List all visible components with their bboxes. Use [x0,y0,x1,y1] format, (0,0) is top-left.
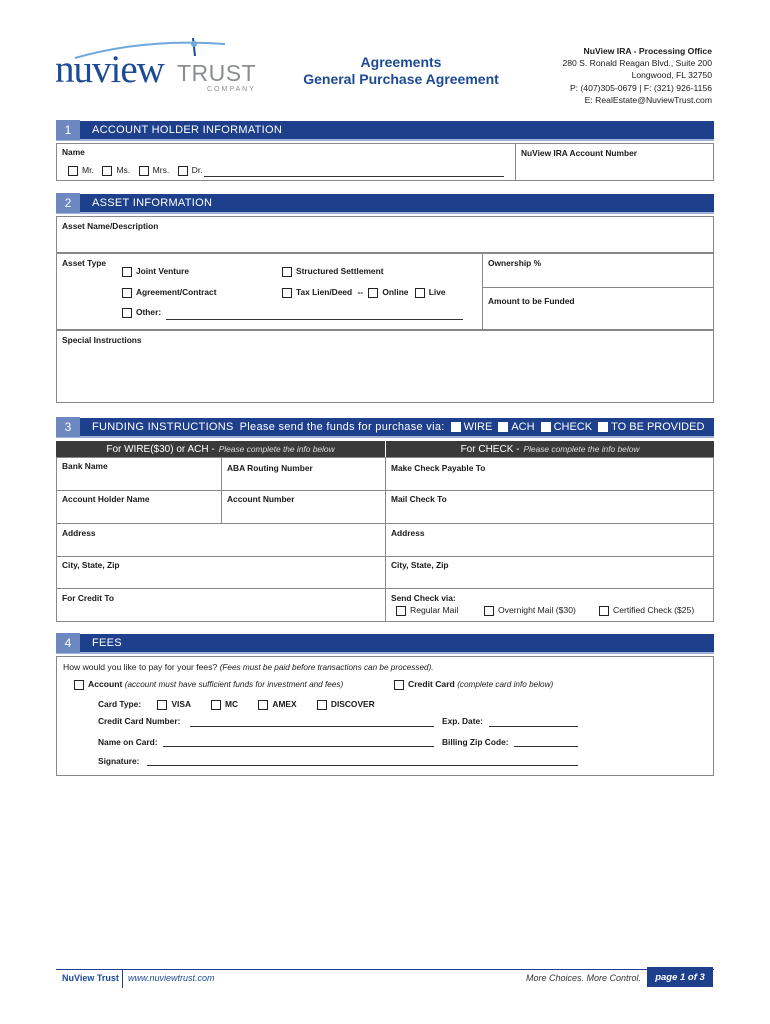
fees-account-option[interactable]: Account (account must have sufficient funds for investment and fees) [74,679,343,690]
other-option[interactable]: Other: [122,307,161,318]
exp-date-label: Exp. Date: [442,716,483,726]
ach-checkbox[interactable] [498,422,508,432]
account-number-field-label: Account Number [227,494,295,504]
special-instructions-label: Special Instructions [62,335,142,345]
amount-label: Amount to be Funded [488,296,575,306]
cc-number-field[interactable] [190,726,434,727]
joint-venture-option[interactable]: Joint Venture [122,266,189,277]
other-checkbox[interactable] [122,308,132,318]
card-type-row: Card Type: VISA MC AMEX DISCOVER [98,699,375,709]
office-email: E: RealEstate@NuviewTrust.com [584,94,712,105]
ach-option[interactable]: ACH [498,421,534,433]
aba-label: ABA Routing Number [227,463,313,473]
fees-credit-option[interactable]: Credit Card (complete card info below) [394,679,553,690]
fees-question: How would you like to pay for your fees? (Fees must be paid before transactions can be processed). [63,662,434,672]
section2-number: 2 [56,193,80,213]
name-on-card-field[interactable] [163,746,434,747]
overnight-mail-option[interactable]: Overnight Mail ($30) [484,605,576,616]
signature-field[interactable] [147,765,578,766]
exp-date-field[interactable] [489,726,578,727]
regular-mail-option[interactable]: Regular Mail [396,605,458,616]
wire-checkbox[interactable] [451,422,461,432]
mr-checkbox[interactable] [68,166,78,176]
office-info [562,45,712,106]
office-phone: P: (407)305-0679 | F: (321) 926-1156 [569,82,712,93]
check-city-label: City, State, Zip [391,560,449,570]
mail-check-label: Mail Check To [391,494,447,504]
section4-title: FEES [92,637,122,649]
section3-title: FUNDING INSTRUCTIONS Please send the funds for purchase via: [92,421,445,433]
check-option[interactable]: CHECK [541,421,593,433]
section1-title: ACCOUNT HOLDER INFORMATION [92,124,283,136]
name-label: Name [62,147,85,157]
logo-trust: TRUST [177,60,257,86]
check-subheader: For CHECK - Please complete the info below [386,441,714,457]
wire-address-label: Address [62,528,96,538]
overnight-mail-checkbox[interactable] [484,606,494,616]
visa-checkbox[interactable] [157,700,167,710]
title-line1: Agreements [360,54,442,70]
wire-subheader: For WIRE($30) or ACH - Please complete the info below [56,441,385,457]
discover-checkbox[interactable] [317,700,327,710]
wire-city-label: City, State, Zip [62,560,120,570]
name-on-card-label: Name on Card: [98,737,158,747]
section1-header [56,121,714,141]
fees-account-checkbox[interactable] [74,680,84,690]
footer-tagline: More Choices. More Control. [526,973,642,983]
section3-header [56,418,714,438]
ownership-label: Ownership % [488,258,542,268]
online-checkbox[interactable] [368,288,378,298]
billing-zip-label: Billing Zip Code: [442,737,509,747]
asset-name-label: Asset Name/Description [62,221,159,231]
footer-brand: NuView Trust [62,973,119,983]
document-title [290,54,512,88]
agreement-contract-option[interactable]: Agreement/Contract [122,287,217,298]
tax-lien-checkbox[interactable] [282,288,292,298]
account-holder-label: Account Holder Name [62,494,150,504]
office-address2: Longwood, FL 32750 [631,70,712,81]
payable-label: Make Check Payable To [391,463,486,473]
fees-credit-checkbox[interactable] [394,680,404,690]
asset-type-label: Asset Type [62,258,107,268]
dr-checkbox[interactable] [178,166,188,176]
to-be-provided-option[interactable]: TO BE PROVIDED [598,421,704,433]
special-instructions-box[interactable] [56,330,714,403]
bank-name-label: Bank Name [62,461,108,471]
structured-settlement-checkbox[interactable] [282,267,292,277]
cc-number-label: Credit Card Number: [98,716,181,726]
section3-number: 3 [56,417,80,437]
name-field[interactable] [204,176,504,177]
section4-header [56,634,714,654]
to-be-provided-checkbox[interactable] [598,422,608,432]
office-name: NuView IRA - Processing Office [583,46,712,56]
logo-company: COMPANY [207,86,256,93]
ms-checkbox[interactable] [102,166,112,176]
section2-title: ASSET INFORMATION [92,197,213,209]
section2-header [56,194,714,214]
mc-checkbox[interactable] [211,700,221,710]
agreement-contract-checkbox[interactable] [122,288,132,298]
office-address1: 280 S. Ronald Reagan Blvd., Suite 200 [562,58,712,69]
footer-divider [56,969,714,970]
check-checkbox[interactable] [541,422,551,432]
signature-label: Signature: [98,756,140,766]
billing-zip-field[interactable] [514,746,578,747]
tax-lien-option[interactable]: Tax Lien/Deed -- Online Live [282,287,446,298]
page-number: page 1 of 3 [647,967,713,987]
mrs-checkbox[interactable] [139,166,149,176]
live-checkbox[interactable] [415,288,425,298]
amex-checkbox[interactable] [258,700,268,710]
check-address-label: Address [391,528,425,538]
section1-number: 1 [56,120,80,140]
certified-check-checkbox[interactable] [599,606,609,616]
send-via-label: Send Check via: [391,593,456,603]
account-number-label: NuView IRA Account Number [521,148,638,158]
certified-check-option[interactable]: Certified Check ($25) [599,605,694,616]
title-line2: General Purchase Agreement [303,71,499,87]
regular-mail-checkbox[interactable] [396,606,406,616]
section4-number: 4 [56,633,80,653]
credit-to-label: For Credit To [62,593,114,603]
footer-url[interactable]: www.nuviewtrust.com [128,973,215,983]
structured-settlement-option[interactable]: Structured Settlement [282,266,384,277]
other-field[interactable] [166,319,463,320]
company-logo [55,36,265,102]
salutation-row: Mr. Ms. Mrs. Dr. [68,165,203,176]
logo-nuview: nuview [55,48,164,91]
wire-option[interactable]: WIRE [451,421,493,433]
joint-venture-checkbox[interactable] [122,267,132,277]
